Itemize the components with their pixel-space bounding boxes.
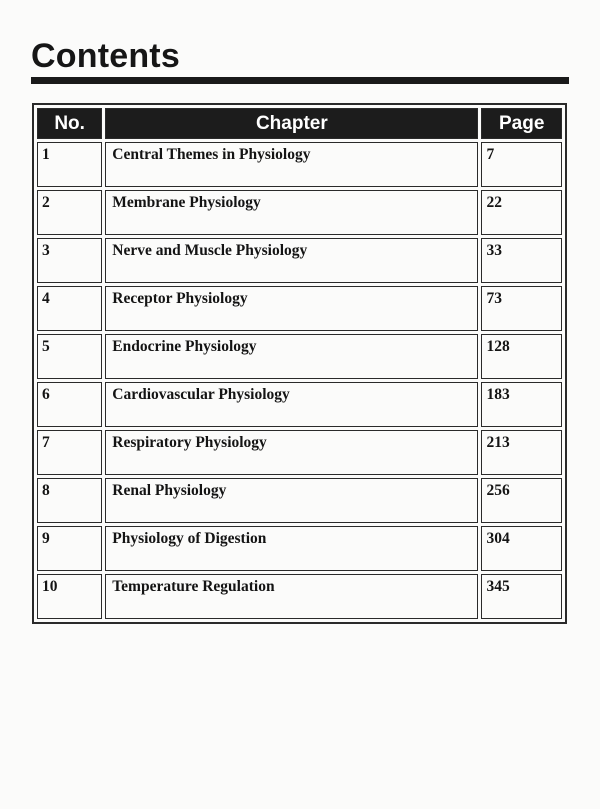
table-row bbox=[37, 142, 562, 187]
page-number: 73 bbox=[481, 286, 562, 331]
table-header-row bbox=[37, 108, 562, 139]
page-number: 213 bbox=[481, 430, 562, 475]
page-number: 33 bbox=[481, 238, 562, 283]
chapter-title: Receptor Physiology bbox=[105, 286, 478, 331]
chapter-title: Nerve and Muscle Physiology bbox=[105, 238, 478, 283]
table-row bbox=[37, 190, 562, 235]
chapter-title: Cardiovascular Physiology bbox=[105, 382, 478, 427]
chapter-number: 6 bbox=[37, 382, 102, 427]
page-number: 345 bbox=[481, 574, 562, 619]
table-row bbox=[37, 334, 562, 379]
table-row bbox=[37, 286, 562, 331]
chapter-number: 8 bbox=[37, 478, 102, 523]
header-no: No. bbox=[37, 108, 102, 139]
chapter-number: 5 bbox=[37, 334, 102, 379]
page-number: 256 bbox=[481, 478, 562, 523]
chapter-title: Membrane Physiology bbox=[105, 190, 478, 235]
chapter-number: 1 bbox=[37, 142, 102, 187]
table-row bbox=[37, 382, 562, 427]
title-underline bbox=[31, 77, 569, 84]
chapter-number: 7 bbox=[37, 430, 102, 475]
chapter-title: Respiratory Physiology bbox=[105, 430, 478, 475]
chapter-number: 10 bbox=[37, 574, 102, 619]
page-number: 128 bbox=[481, 334, 562, 379]
page-title: Contents bbox=[31, 37, 180, 75]
table-row bbox=[37, 574, 562, 619]
chapter-number: 4 bbox=[37, 286, 102, 331]
page-number: 22 bbox=[481, 190, 562, 235]
chapter-title: Endocrine Physiology bbox=[105, 334, 478, 379]
page-number: 183 bbox=[481, 382, 562, 427]
page-number: 304 bbox=[481, 526, 562, 571]
table-row bbox=[37, 238, 562, 283]
page-number: 7 bbox=[481, 142, 562, 187]
chapter-title: Physiology of Digestion bbox=[105, 526, 478, 571]
chapter-title: Central Themes in Physiology bbox=[105, 142, 478, 187]
contents-table bbox=[32, 103, 567, 624]
chapter-number: 9 bbox=[37, 526, 102, 571]
table-row bbox=[37, 526, 562, 571]
header-chapter: Chapter bbox=[105, 108, 478, 139]
header-page: Page bbox=[481, 108, 562, 139]
chapter-number: 3 bbox=[37, 238, 102, 283]
chapter-title: Renal Physiology bbox=[105, 478, 478, 523]
chapter-title: Temperature Regulation bbox=[105, 574, 478, 619]
chapter-number: 2 bbox=[37, 190, 102, 235]
table-row bbox=[37, 430, 562, 475]
table-row bbox=[37, 478, 562, 523]
